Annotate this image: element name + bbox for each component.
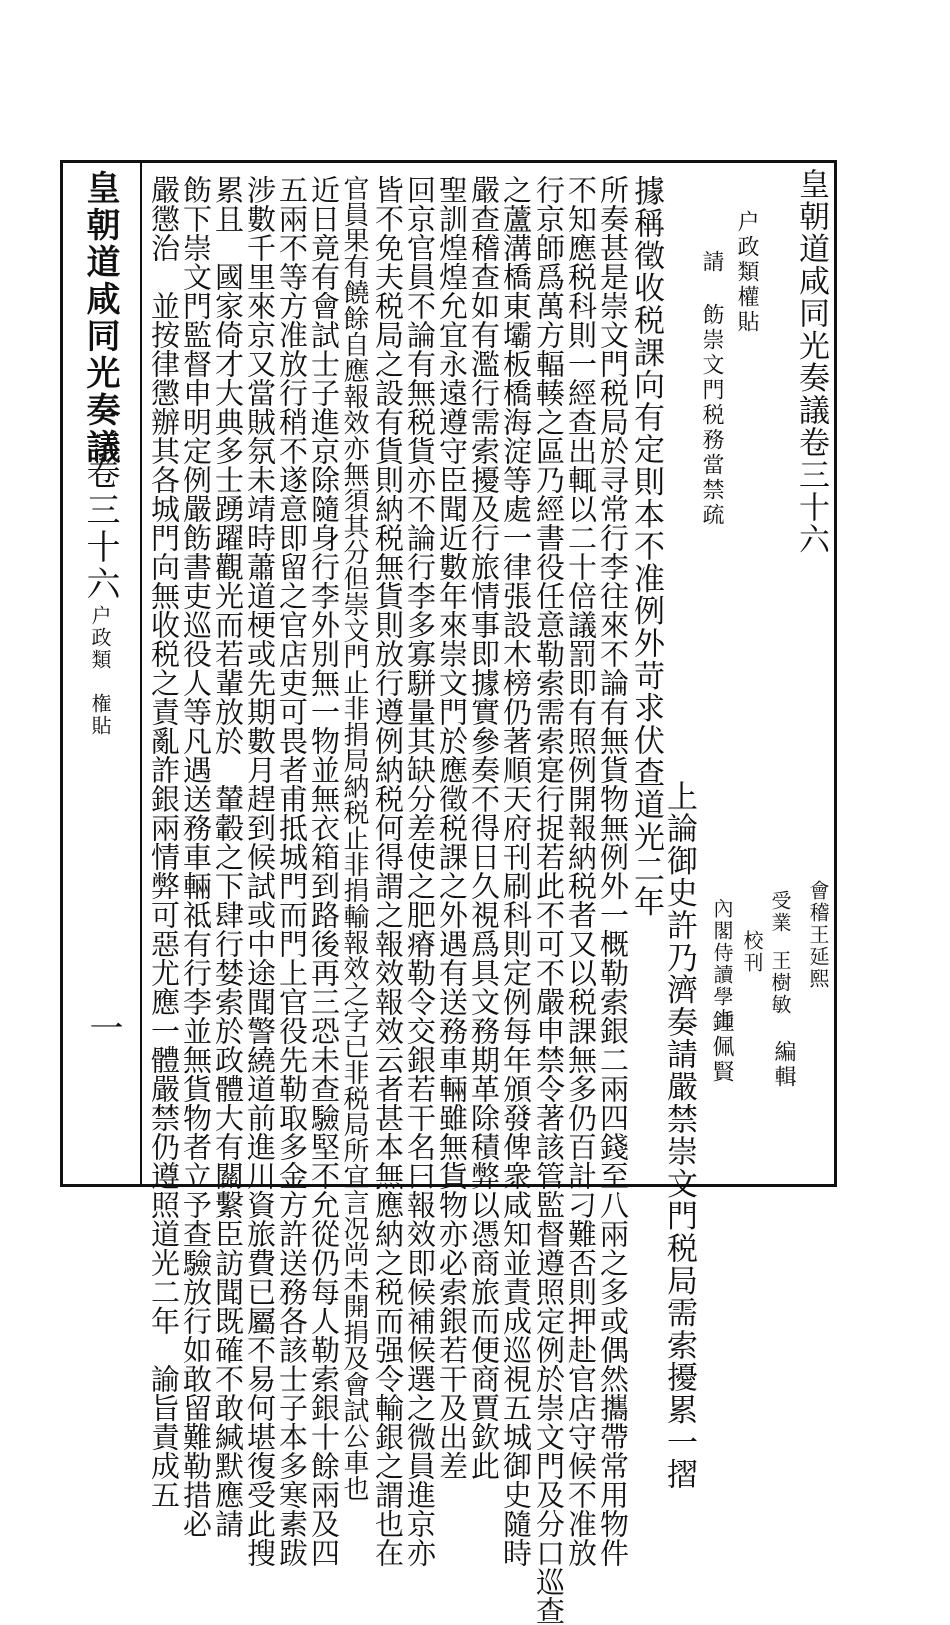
frame-left-line — [60, 160, 63, 1187]
frame-right-line — [834, 160, 837, 1187]
memorial-title: 請 飭崇文門税務當禁疏 — [699, 250, 724, 528]
frame-margin-line — [140, 160, 142, 1187]
compiler-1: 會稽王延熙 — [806, 880, 830, 990]
text-column-9: 回京官員不論有無税貨亦不論行李多寡駢量其缺分差使之肥瘠勒令交銀若干名曰報效即候補候選之微員進京亦 — [403, 175, 437, 1567]
text-column-6: 之蘆溝橋東壩板橋海淀等處一律張設木榜仍著順天府刊刷科則定例每年頒發俾衆咸知並責成巡視五城御史隨時 — [499, 175, 533, 1567]
text-column-11: 官員果有饒餘自應報效亦無須其分但崇文門止非捐局納税止非捐輸報效之字已非税局所宜言况尚未開捐及會試公車也 — [339, 175, 369, 1501]
text-column-14: 涉數千里來京又當賊氛未靖時蕭道梗或先期數月趕到候試或中途聞警繞道前進川資旅費已屬不易何堪復受此搜 — [243, 175, 277, 1567]
spine-section: 户政類 権貼 — [88, 605, 112, 737]
compiler-3: 王樹敏 — [768, 950, 792, 1016]
page-number: 一 — [83, 1010, 123, 1047]
text-column-5: 行京師爲萬方輻輳之區乃經書役任意勒索需索寔行捉若此不可不嚴申禁令著該管監督遵照定例於崇文門及分口巡查 — [532, 175, 566, 1625]
book-title: 皇朝道咸同光奏議卷三十六 — [793, 168, 829, 556]
compiler-label-print: 校刊 — [740, 930, 764, 974]
compiler-5: 鍾佩賢 — [709, 1010, 734, 1085]
text-column-17: 嚴懲治 並按律懲辦其各城門向無收税之責亂詐銀兩情弊可惡尤應一體嚴禁仍遵照道光二年 諭旨責成五 — [147, 175, 181, 1509]
text-column-8: 聖訓煌煌允宜永遠遵守臣聞近數年來崇文門於應徵税課之外遇有送務車輛雖無貨物亦必索銀若干及出差 — [435, 175, 469, 1480]
compiler-label-edit: 編輯 — [771, 1040, 796, 1090]
text-column-3: 所奏甚是崇文門税局於寻常行李往來不論有無貨物無例外一概勒索銀二兩四錢至八兩之多或偶然攜帶常用物件 — [596, 175, 630, 1567]
text-column-2: 據稱徵收税課向有定則本不准例外苛求伏查道光二年 — [628, 175, 664, 918]
frame-top-line — [60, 160, 837, 163]
text-column-16: 飭下崇文門監督申明定例嚴飭書吏巡役人等凡遇送務車輛祗有行李並無貨物者立予查驗放行如敢留難勒措必 — [179, 175, 213, 1538]
text-column-12: 近日竟有會試士子進京除隨身行李外別無一物並無衣箱到路後再三恐未查驗堅不允從仍每人勒索銀十餘兩及四 — [307, 175, 341, 1567]
section-category: 户政類權貼 — [734, 210, 759, 335]
text-column-13: 五兩不等方准放行稍不遂意即留之官店吏可畏者甫抵城門而門上官役先勒取多金方許送務各該士子本多寒素跋 — [275, 175, 309, 1567]
text-column-10: 皆不免夫税局之設有貨則納税無貨則放行遵例納税何得謂之報效報效云者甚本無應納之税而强令輸銀之謂也在 — [371, 175, 405, 1567]
text-column-1: 上論御史許乃濟奏請嚴禁崇文門税局需索擾累一摺 — [661, 780, 697, 1491]
text-column-4: 不知應税科則一經查出輒以二十倍議罰即有照例開報納税者又以税課無多仍百計刁難否則押赴官店守候不准放 — [564, 175, 598, 1567]
spine-title: 皇朝道咸同光奏議 — [80, 170, 120, 466]
text-column-7: 嚴查稽查如有濫行需索擾及行旅情事即據實參奏不得日久視爲具文務期革除積弊以憑商旅而便商賈欽此 — [467, 175, 501, 1480]
spine-volume: 卷三十六 — [80, 455, 120, 603]
compiler-4: 內閣侍讀學士 — [710, 898, 734, 1030]
text-column-15: 累且 國家倚才大典多士踴躍觀光而若輩放於 輦轂之下肆行婪索於政體大有關繫臣訪聞既確不敢緘默應請 — [211, 175, 245, 1538]
compiler-2: 受業 — [768, 890, 792, 934]
